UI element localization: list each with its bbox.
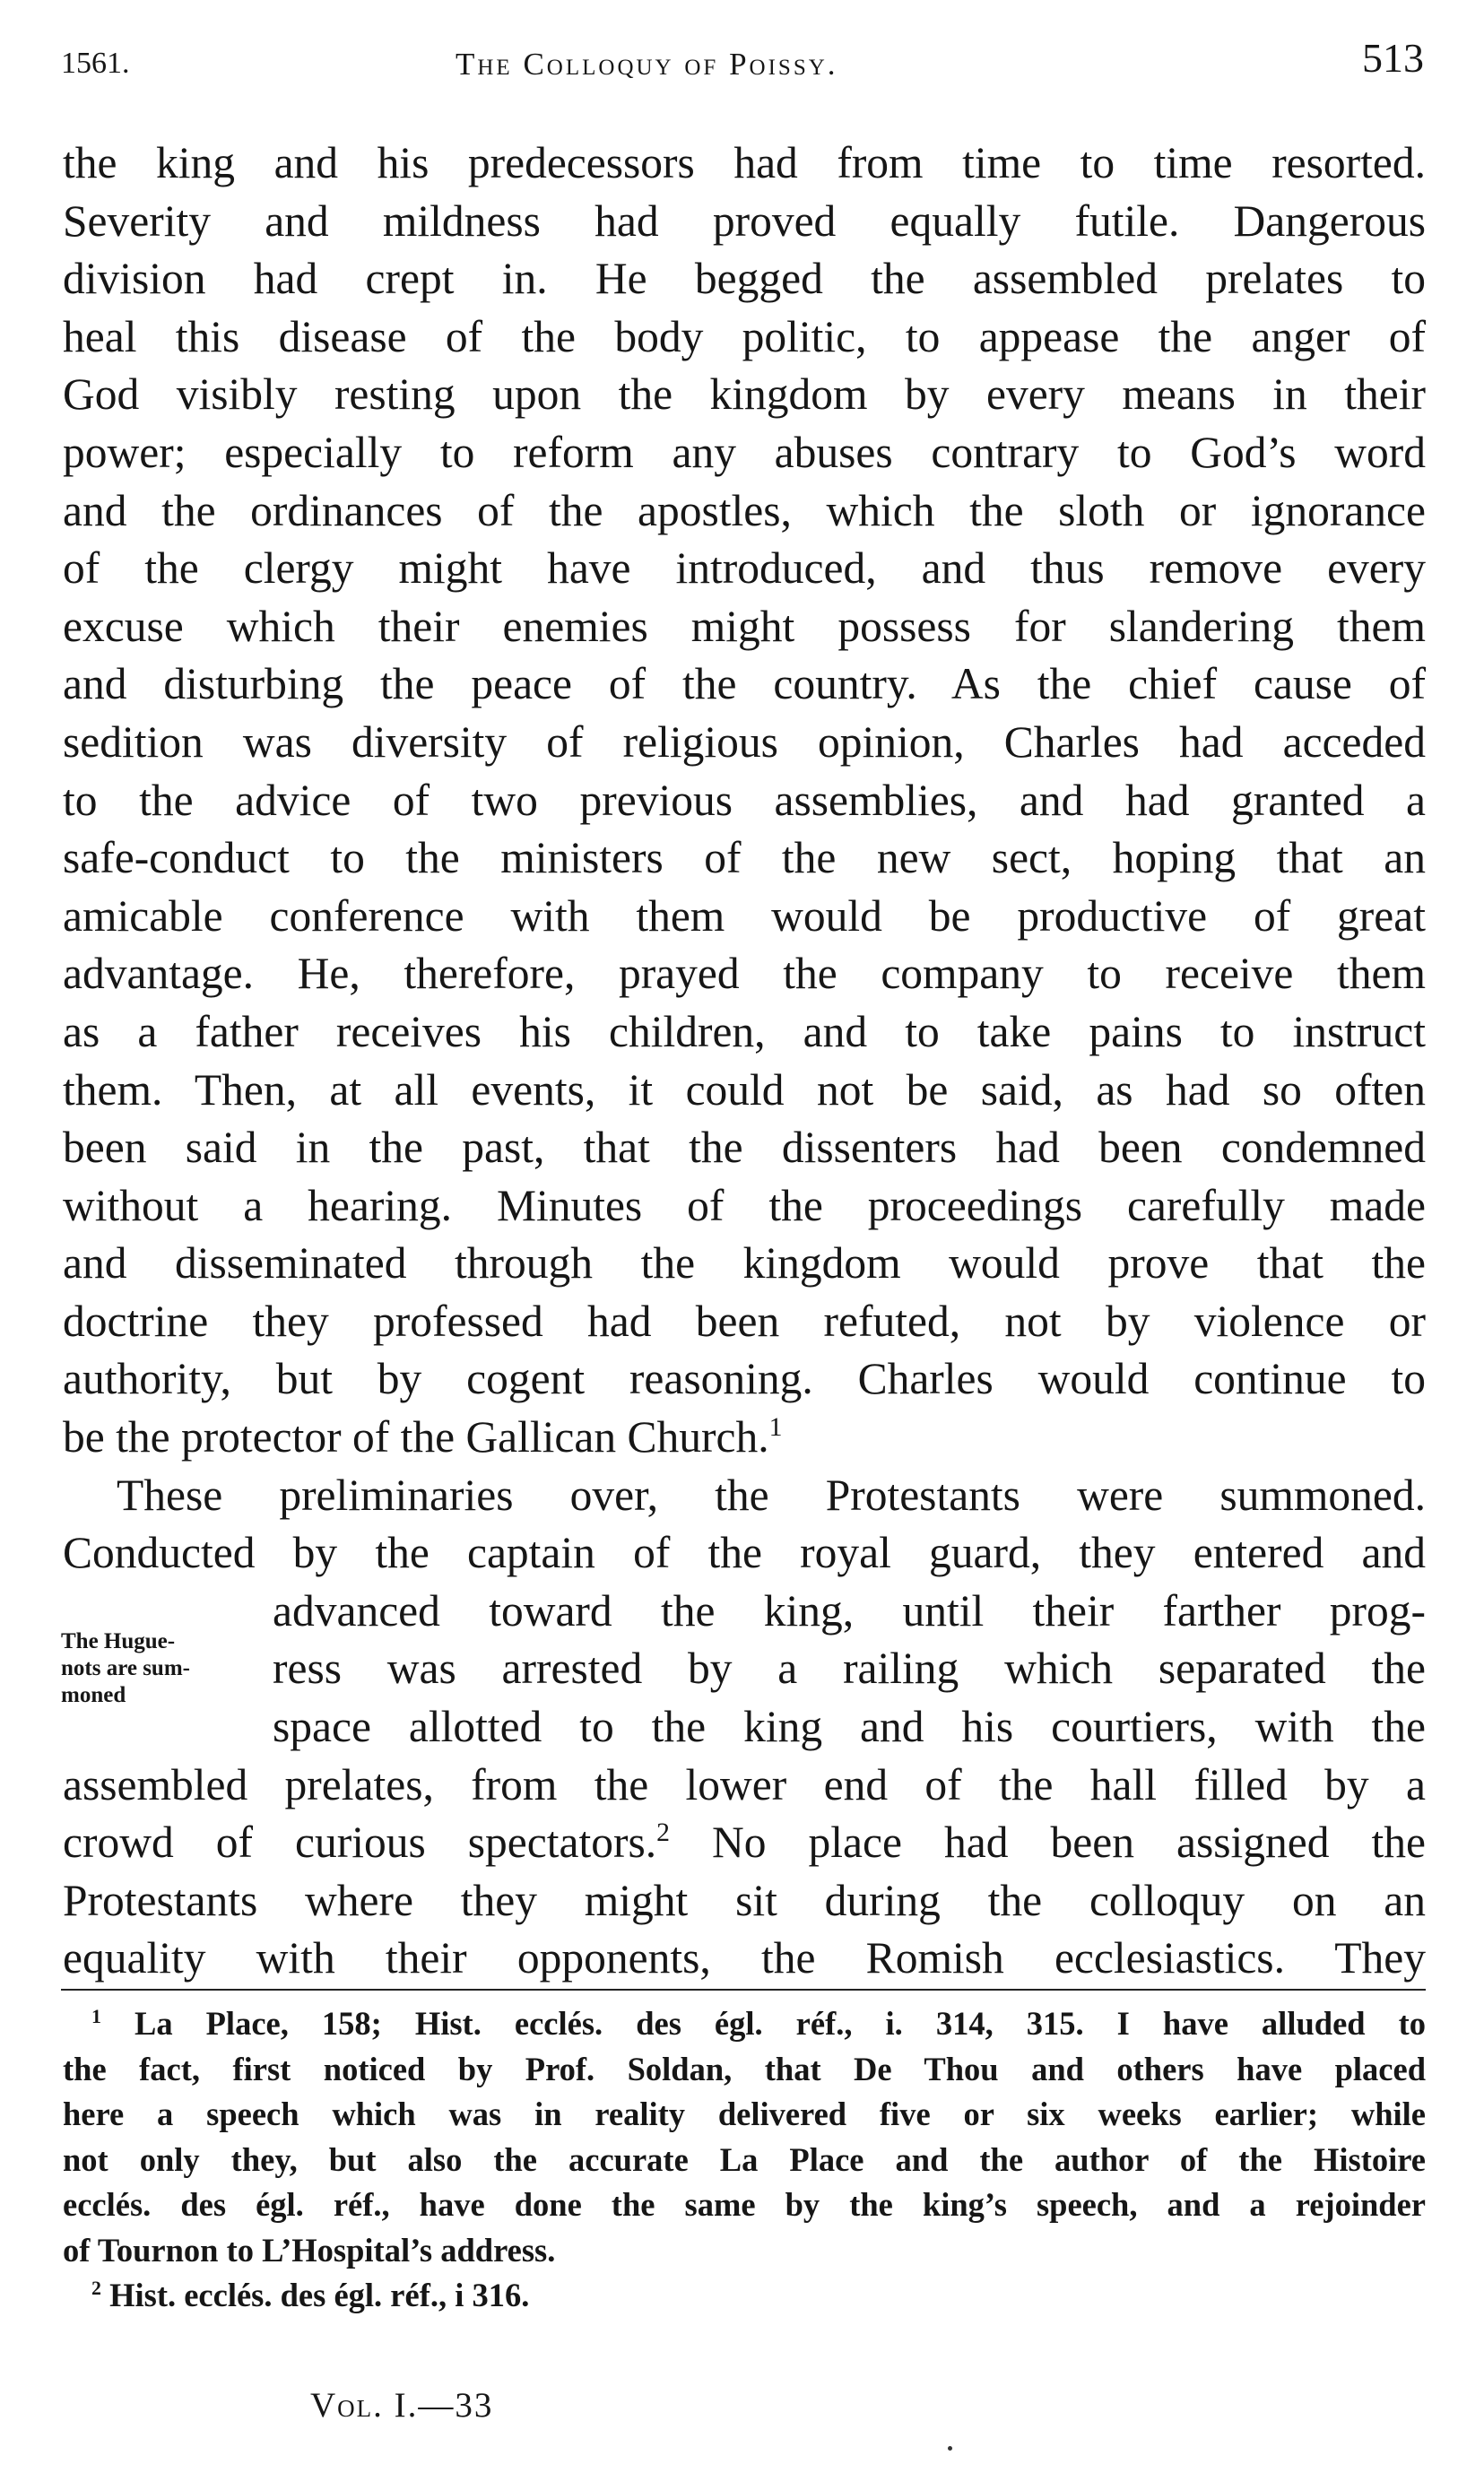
- text-line: without a hearing. Minutes of the proceedings carefully made: [63, 1180, 1426, 1230]
- running-title: The Colloquy of Poissy.: [456, 47, 838, 82]
- text-line: safe-conduct to the ministers of the new sect, hoping that an: [63, 833, 1426, 883]
- text-line: God visibly resting upon the kingdom by every means in their: [63, 369, 1426, 420]
- text-line: division had crept in. He begged the assembled prelates to: [63, 254, 1426, 304]
- text-line: Conducted by the captain of the royal guard, they entered and: [63, 1528, 1426, 1578]
- text-line: ress was arrested by a railing which separated the: [273, 1644, 1426, 1694]
- text-line: and disturbing the peace of the country. As the chief cause of: [63, 659, 1426, 709]
- text-line: sedition was diversity of religious opinion, Charles had acceded: [63, 716, 1426, 767]
- text-line: These preliminaries over, the Protestants were summoned.: [117, 1470, 1426, 1520]
- footnote-divider: [61, 1989, 1426, 1991]
- footnote-ref[interactable]: 2: [656, 1818, 670, 1848]
- text-line-tail: No place had been assigned the: [669, 1818, 1426, 1868]
- text-line: and disseminated through the kingdom would prove that the: [63, 1238, 1426, 1289]
- text-line: them. Then, at all events, it could not be said, as had so often: [63, 1064, 1426, 1115]
- footnote-line: [63, 2001, 1426, 2047]
- text-line: be the protector of the Gallican Church.: [63, 1412, 769, 1462]
- volume-signature: Vol. I.—33: [310, 2386, 494, 2425]
- text-line: as a father receives his children, and to take pains to instruct: [63, 1006, 1426, 1056]
- margin-note-line: moned: [61, 1683, 126, 1707]
- footnote-ref[interactable]: 1: [768, 1413, 783, 1443]
- margin-note-line: nots are sum-: [61, 1656, 190, 1680]
- text-line: crowd of curious spectators.: [63, 1818, 657, 1868]
- footnote-marker: 1: [91, 2004, 101, 2027]
- footnote-line: here a speech which was in reality delivered five or six weeks earlier; while: [63, 2096, 1426, 2132]
- footnote-line: of Tournon to L’Hospital’s address.: [63, 2231, 556, 2269]
- text-line: assembled prelates, from the lower end of the hall filled by a: [63, 1759, 1426, 1809]
- text-line: Severity and mildness had proved equally futile. Dangerous: [63, 195, 1426, 246]
- paragraph-end-line: [63, 1409, 1426, 1467]
- footnotes: [63, 2001, 1426, 2319]
- text-line-with-footnote: [63, 1814, 1426, 1872]
- running-header: [61, 34, 1424, 88]
- text-line: advantage. He, therefore, prayed the company to receive them: [63, 949, 1426, 999]
- footnote-text: Hist. ecclés. des égl. réf., i 316.: [109, 2277, 530, 2313]
- text-line: and the ordinances of the apostles, which the sloth or ignorance: [63, 485, 1426, 535]
- footnote-line: [63, 2273, 1426, 2319]
- text-line: equality with their opponents, the Romish ecclesiastics. They: [63, 1933, 1426, 1983]
- footnote-text: La Place, 158; Hist. ecclés. des égl. réf., i. 314, 315. I have alluded to: [135, 2005, 1427, 2042]
- body-text: [63, 134, 1426, 1988]
- margin-note-line: The Hugue-: [61, 1629, 176, 1653]
- text-line: authority, but by cogent reasoning. Charles would continue to: [63, 1354, 1426, 1404]
- text-line: heal this disease of the body politic, to appease the anger of: [63, 311, 1426, 361]
- text-line: to the advice of two previous assemblies, and had granted a: [63, 775, 1426, 825]
- text-line: Protestants where they might sit during the colloquy on an: [63, 1875, 1426, 1925]
- footnote-marker: 2: [91, 2276, 101, 2299]
- footnote-line: ecclés. des égl. réf., have done the same by the king’s speech, and a rejoinder: [63, 2186, 1426, 2223]
- text-line: been said in the past, that the dissenters had been condemned: [63, 1123, 1426, 1173]
- page-number: 513: [1362, 35, 1424, 81]
- speck-mark: [948, 2446, 952, 2451]
- footnote-line: the fact, first noticed by Prof. Soldan, that De Thou and others have placed: [63, 2050, 1426, 2087]
- margin-note: [61, 1628, 213, 1709]
- header-year: 1561.: [61, 47, 130, 80]
- text-line: space allotted to the king and his courtiers, with the: [273, 1702, 1426, 1752]
- text-line: advanced toward the king, until their farther prog-: [273, 1585, 1426, 1636]
- text-line: excuse which their enemies might possess for slandering them: [63, 601, 1426, 651]
- text-line: power; especially to reform any abuses contrary to God’s word: [63, 427, 1426, 477]
- text-line: doctrine they professed had been refuted, not by violence or: [63, 1296, 1426, 1346]
- text-line: amicable conference with them would be productive of great: [63, 890, 1426, 941]
- footnote-line: not only they, but also the accurate La Place and the author of the Histoire: [63, 2140, 1426, 2178]
- text-line: the king and his predecessors had from time to time resorted.: [63, 138, 1426, 187]
- text-line: of the clergy might have introduced, and thus remove every: [63, 543, 1426, 594]
